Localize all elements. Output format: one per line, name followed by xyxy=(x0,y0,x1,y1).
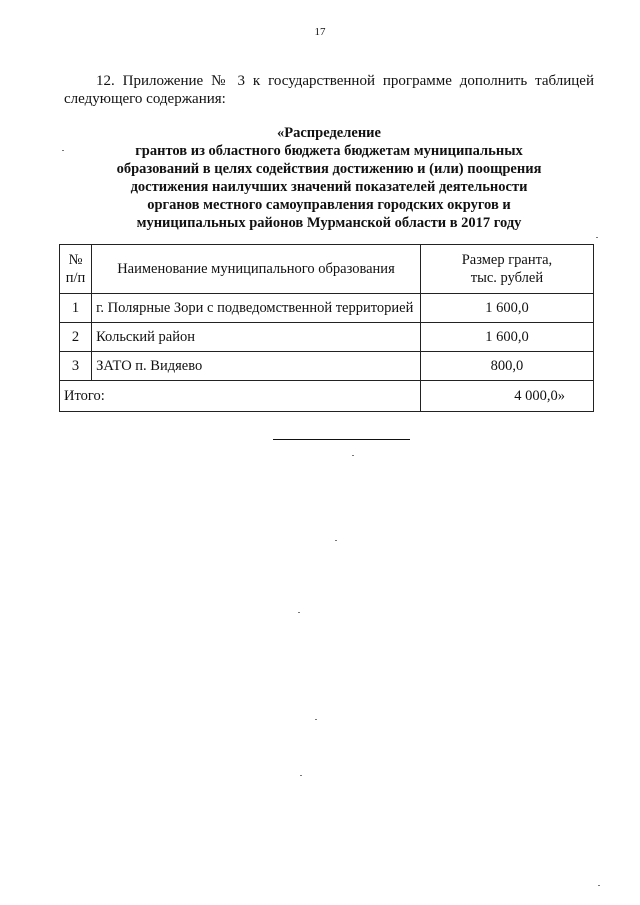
table-title-line: образований в целях содействия достижению и (или) поощрения xyxy=(116,161,542,177)
intro-paragraph: 12. Приложение № 3 к государственной программе дополнить таблицей следующего содержания: xyxy=(64,73,594,107)
table-title-line: достижения наилучших значений показателей деятельности xyxy=(130,179,528,195)
total-row xyxy=(60,381,594,412)
table-row xyxy=(60,323,594,352)
table-title xyxy=(64,124,594,232)
header-num xyxy=(60,245,92,294)
row-num: 1 xyxy=(60,294,92,323)
closing-rule xyxy=(273,439,410,440)
header-amount-line2: тыс. рублей xyxy=(470,270,544,286)
table-title-line: грантов из областного бюджета бюджетам муниципальных xyxy=(135,143,523,159)
table-row xyxy=(60,352,594,381)
row-amount: 800,0 xyxy=(420,352,593,381)
scan-speck xyxy=(300,775,302,776)
scan-speck xyxy=(62,150,64,151)
scan-speck xyxy=(298,612,300,613)
row-name: ЗАТО п. Видяево xyxy=(92,352,421,381)
row-amount: 1 600,0 xyxy=(420,294,593,323)
total-label: Итого: xyxy=(60,381,421,412)
grants-table xyxy=(59,244,594,412)
header-num-line1: № xyxy=(68,252,83,268)
row-name: г. Полярные Зори с подведомственной территорией xyxy=(92,294,421,323)
row-amount: 1 600,0 xyxy=(420,323,593,352)
table-title-line: «Распределение xyxy=(277,125,381,141)
page-number: 17 xyxy=(314,26,326,38)
row-num: 3 xyxy=(60,352,92,381)
table-row xyxy=(60,294,594,323)
header-amount xyxy=(420,245,593,294)
total-amount: 4 000,0» xyxy=(420,381,593,412)
table-header-row xyxy=(60,245,594,294)
scan-speck xyxy=(596,237,598,238)
table-title-line: органов местного самоуправления городских округов и xyxy=(147,197,511,213)
scan-speck xyxy=(315,719,317,720)
table-title-line: муниципальных районов Мурманской области в 2017 году xyxy=(136,215,522,231)
header-name: Наименование муниципального образования xyxy=(92,245,421,294)
row-num: 2 xyxy=(60,323,92,352)
row-name: Кольский район xyxy=(92,323,421,352)
header-num-line2: п/п xyxy=(65,270,86,286)
scan-speck xyxy=(335,540,337,541)
header-amount-line1: Размер гранта, xyxy=(461,252,553,268)
scan-speck xyxy=(352,455,354,456)
scan-speck xyxy=(598,885,600,886)
